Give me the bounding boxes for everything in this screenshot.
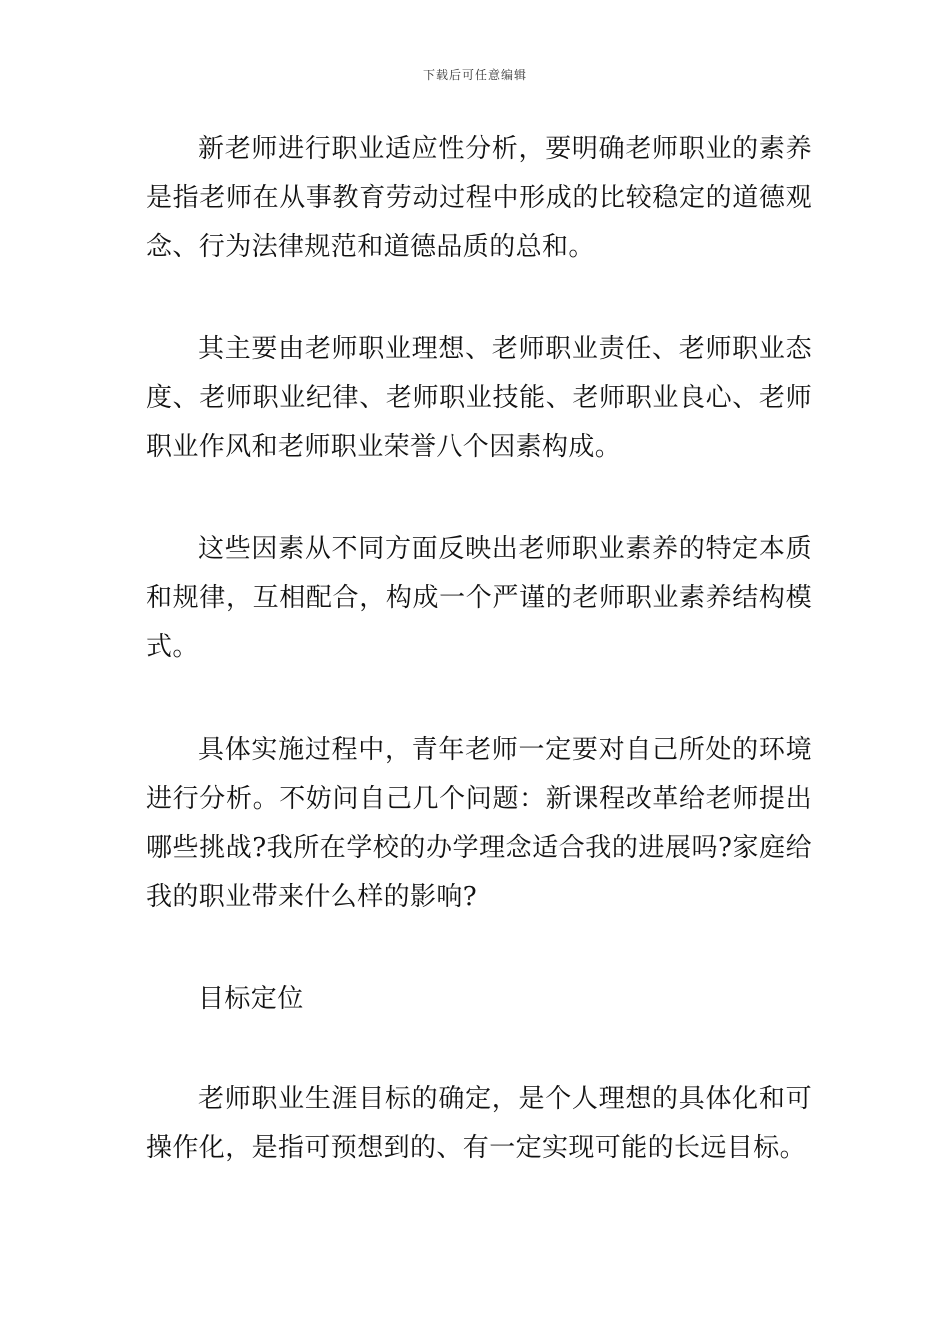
page-header: 下载后可任意编辑 (422, 68, 527, 82)
paragraph-3: 这些因素从不同方面反映出老师职业素养的特定本质和规律，互相配合，构成一个严谨的老师职业素养结构模式。 (146, 534, 812, 662)
paragraph-6: 老师职业生涯目标的确定，是个人理想的具体化和可操作化，是指可预想到的、有一定实现可能的长远目标。 (146, 1084, 812, 1163)
paragraph-4: 具体实施过程中，青年老师一定要对自己所处的环境进行分析。不妨问自己几个问题：新课程改革给老师提出哪些挑战?我所在学校的办学理念适合我的进展吗?家庭给我的职业带来什么样的影响? (146, 735, 812, 912)
paragraph-1: 新老师进行职业适应性分析，要明确老师职业的素养是指老师在从事教育劳动过程中形成的比较稳定的道德观念、行为法律规范和道德品质的总和。 (146, 134, 812, 262)
paragraph-2: 其主要由老师职业理想、老师职业责任、老师职业态度、老师职业纪律、老师职业技能、老师职业良心、老师职业作风和老师职业荣誉八个因素构成。 (146, 334, 812, 462)
section-heading: 目标定位 (198, 984, 304, 1014)
